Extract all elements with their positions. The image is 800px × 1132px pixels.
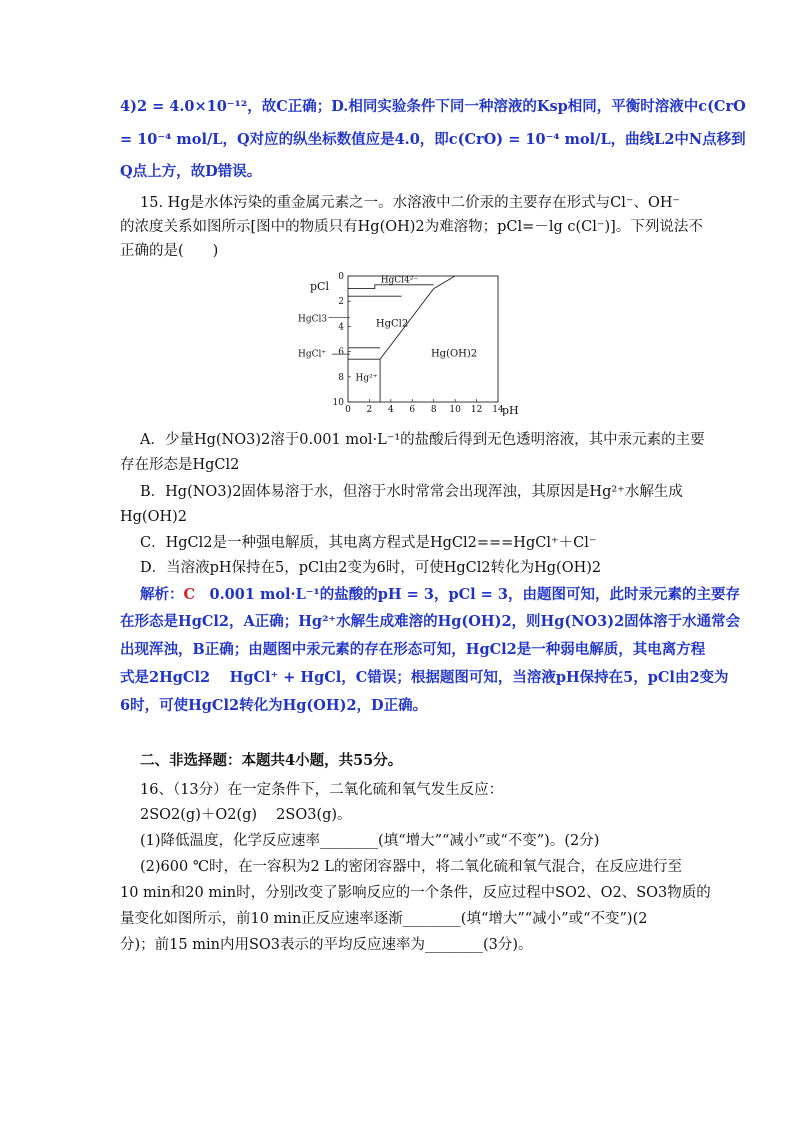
answer-text-1: 0.001 mol·L⁻¹的盐酸的pH = 3，pCl = 3，由题图可知，此时汞元素的主要存 <box>195 586 740 603</box>
region-label: Hg(OH)2 <box>430 348 478 360</box>
q15-stem-line-3: 正确的是( ) <box>120 243 219 259</box>
q15-option-b-line-2: Hg(OH)2 <box>120 509 187 525</box>
q16-stem: 16、（13分）在一定条件下，二氧化硫和氧气发生反应： <box>140 782 504 798</box>
q16-part-1: (1)降低温度，化学反应速率________(填“增大”“减小”或“不变”)。(2分) <box>140 833 600 849</box>
y-tick-label: 2 <box>338 297 344 308</box>
q16-part-2-line-3: 量变化如图所示，前10 min正反应速率逐渐________(填“增大”“减小”或“不变”)(2 <box>120 911 648 927</box>
answer-key: C <box>183 586 196 603</box>
q15-answer-line-1 <box>140 585 740 605</box>
prev-answer-line-2: = 10⁻⁴ mol/L，Q对应的纵坐标数值应是4.0，即c(CrO) = 10⁻⁴ mol/L，曲线L2中N点移到 <box>120 131 746 148</box>
y-tick-label: 8 <box>338 372 344 383</box>
prev-answer-line-1: 4)2 = 4.0×10⁻¹²，故C正确；D.相同实验条件下同一种溶液的Ksp相同，平衡时溶液中c(CrO <box>120 98 746 115</box>
hg-species-diagram <box>290 266 540 416</box>
prev-answer-line-3: Q点上方，故D错误。 <box>120 163 262 180</box>
q15-option-a-line-2: 存在形态是HgCl2 <box>120 457 240 473</box>
y-tick-label: 10 <box>332 398 344 408</box>
x-tick-label: 0 <box>345 405 351 415</box>
region-label: Hg²⁺ <box>355 373 378 384</box>
region-label: HgCl2 <box>375 318 409 330</box>
region-label: HgCl⁺ <box>298 349 327 360</box>
q16-part-2-line-1: (2)600 ℃时，在一容积为2 L的密闭容器中，将二氧化硫和氧气混合，在反应进行至 <box>140 859 683 875</box>
y-tick-label: 4 <box>338 322 344 333</box>
x-tick-label: 2 <box>366 405 373 415</box>
x-tick-label: 14 <box>492 405 504 415</box>
x-axis-label: pH <box>502 404 519 416</box>
q15-option-c: C．HgCl2是一种强电解质，其电离方程式是HgCl2===HgCl⁺＋Cl⁻ <box>140 535 597 551</box>
y-tick-label: 6 <box>338 347 344 358</box>
q15-option-b-line-1: B．Hg(NO3)2固体易溶于水，但溶于水时常常会出现浑浊，其原因是Hg²⁺水解生成 <box>140 484 683 500</box>
x-tick-label: 10 <box>449 405 461 415</box>
x-tick-label: 6 <box>409 405 416 415</box>
q15-stem-line-1: 15. Hg是水体污染的重金属元素之一。水溶液中二价汞的主要存在形式与Cl⁻、OH⁻ <box>140 195 681 211</box>
section-2-title: 二、非选择题：本题共4小题，共55分。 <box>140 752 403 769</box>
q16-equation: 2SO2(g)＋O2(g) 2SO3(g)。 <box>140 807 352 823</box>
region-label: HgCl3⁻ <box>298 314 332 325</box>
y-tick-label: 0 <box>338 272 344 282</box>
y-axis-label: pCl <box>310 279 329 293</box>
q15-option-a-line-1: A．少量Hg(NO3)2溶于0.001 mol·L⁻¹的盐酸后得到无色透明溶液，其中汞元素的主要 <box>140 432 705 448</box>
q15-option-d: D．当溶液pH保持在5，pCl由2变为6时，可使HgCl2转化为Hg(OH)2 <box>140 560 602 576</box>
q16-part-2-line-2: 10 min和20 min时，分别改变了影响反应的一个条件，反应过程中SO2、O2、SO3物质的 <box>120 885 711 901</box>
q15-answer-line-4: 式是2HgCl2 HgCl⁺ + HgCl，C错误；根据题图可知，当溶液pH保持在5，pCl由2变为 <box>120 669 729 686</box>
region-label: HgCl4²⁻ <box>380 275 419 286</box>
q15-answer-line-3: 出现浑浊，B正确；由题图中汞元素的存在形态可知，HgCl2是一种弱电解质，其电离方程 <box>120 641 706 658</box>
x-tick-label: 8 <box>430 405 437 415</box>
q15-answer-line-5: 6时，可使HgCl2转化为Hg(OH)2，D正确。 <box>120 697 428 714</box>
q15-stem-line-2: 的浓度关系如图所示[图中的物质只有Hg(OH)2为难溶物；pCl=－lg c(Cl⁻)]。下列说法不 <box>120 219 703 235</box>
answer-label: 解析： <box>140 586 184 603</box>
q16-part-2-line-4: 分)；前15 min内用SO3表示的平均反应速率为________(3分)。 <box>120 937 533 953</box>
q15-answer-line-2: 在形态是HgCl2，A正确；Hg²⁺水解生成难溶的Hg(OH)2，则Hg(NO3)2固体溶于水通常会 <box>120 613 741 630</box>
x-tick-label: 12 <box>470 405 483 415</box>
x-tick-label: 4 <box>387 405 394 415</box>
